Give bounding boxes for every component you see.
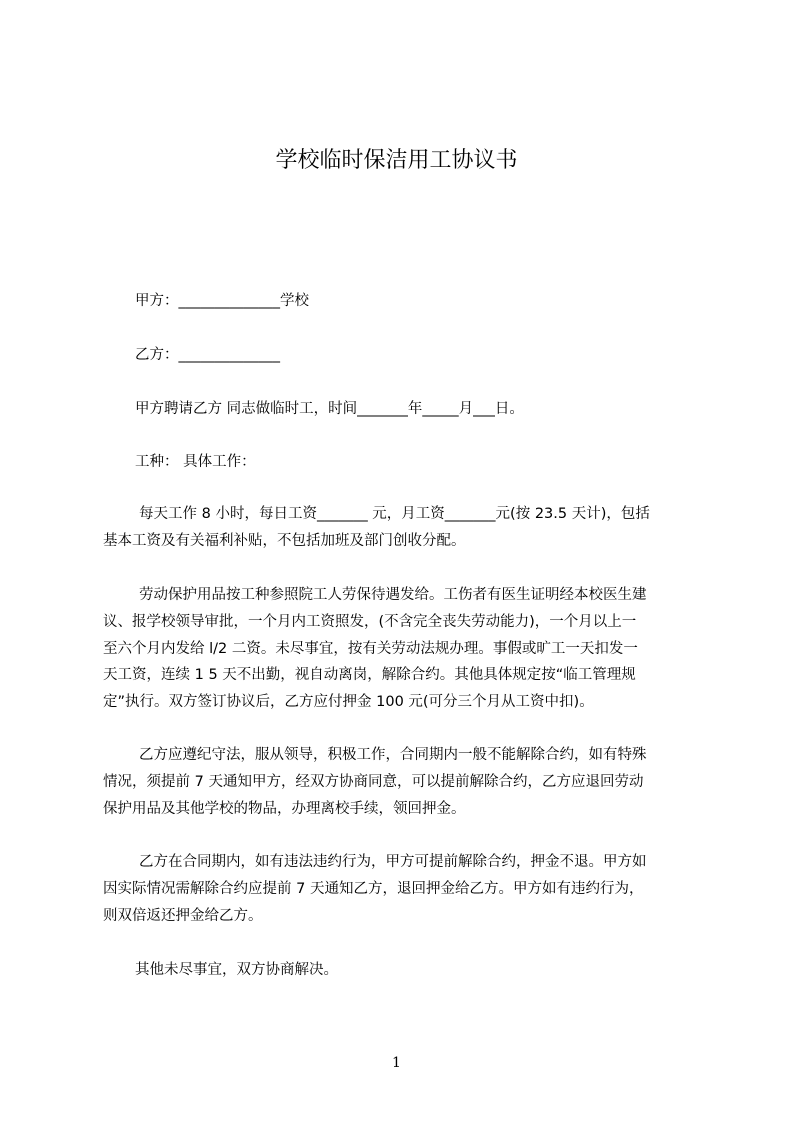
para2-line-2: 议、报学校领导审批，一个月内工资照发，(不含完全丧失劳动能力)，一个月以上一 bbox=[103, 614, 637, 630]
work-type-line: 工种： 具体工作： bbox=[135, 454, 256, 470]
hire-line: 甲方聘请乙方 同志做临时工，时间_______年_____月___日。 bbox=[135, 401, 524, 417]
para1-line-2: 基本工资及有关福利补贴，不包括加班及部门创收分配。 bbox=[103, 533, 466, 549]
para3-line-2: 情况，须提前 7 天通知甲方，经双方协商同意，可以提前解除合约，乙方应退回劳动 bbox=[103, 774, 644, 790]
para3-line-3: 保护用品及其他学校的物品，办理离校手续，领回押金。 bbox=[103, 801, 466, 817]
para3-line-1: 乙方应遵纪守法，服从领导，积极工作，合同期内一般不能解除合约，如有特殊 bbox=[139, 747, 647, 763]
page-number: 1 bbox=[392, 1055, 401, 1071]
para4-line-2: 因实际情况需解除合约应提前 7 天通知乙方，退回押金给乙方。甲方如有违约行为， bbox=[103, 881, 644, 897]
para2-line-5: 定”执行。双方签订协议后，乙方应付押金 100 元(可分三个月从工资中扣)。 bbox=[103, 694, 594, 710]
para2-line-4: 天工资，连续 1 5 天不出勤，视自动离岗，解除合约。其他具体规定按“临工管理规 bbox=[103, 667, 636, 683]
party-a-line: 甲方：______________学校 bbox=[135, 293, 309, 309]
party-b-line: 乙方：______________ bbox=[135, 347, 280, 363]
document-title: 学校临时保洁用工协议书 bbox=[275, 148, 518, 173]
para2-line-1: 劳动保护用品按工种参照院工人劳保待遇发给。工伤者有医生证明经本校医生建 bbox=[139, 587, 647, 603]
closing-line: 其他未尽事宜，双方协商解决。 bbox=[135, 962, 338, 978]
para4-line-1: 乙方在合同期内，如有违法违约行为，甲方可提前解除合约，押金不退。甲方如 bbox=[139, 854, 647, 870]
para2-line-3: 至六个月内发给 l/2 二资。未尽事宜，按有关劳动法规办理。事假或旷工一天扣发一 bbox=[103, 641, 638, 657]
para1-line-1: 每天工作 8 小时，每日工资_______ 元，月工资_______元(按 23.5 天计)，包括 bbox=[139, 506, 650, 522]
para4-line-3: 则双倍返还押金给乙方。 bbox=[103, 908, 263, 924]
